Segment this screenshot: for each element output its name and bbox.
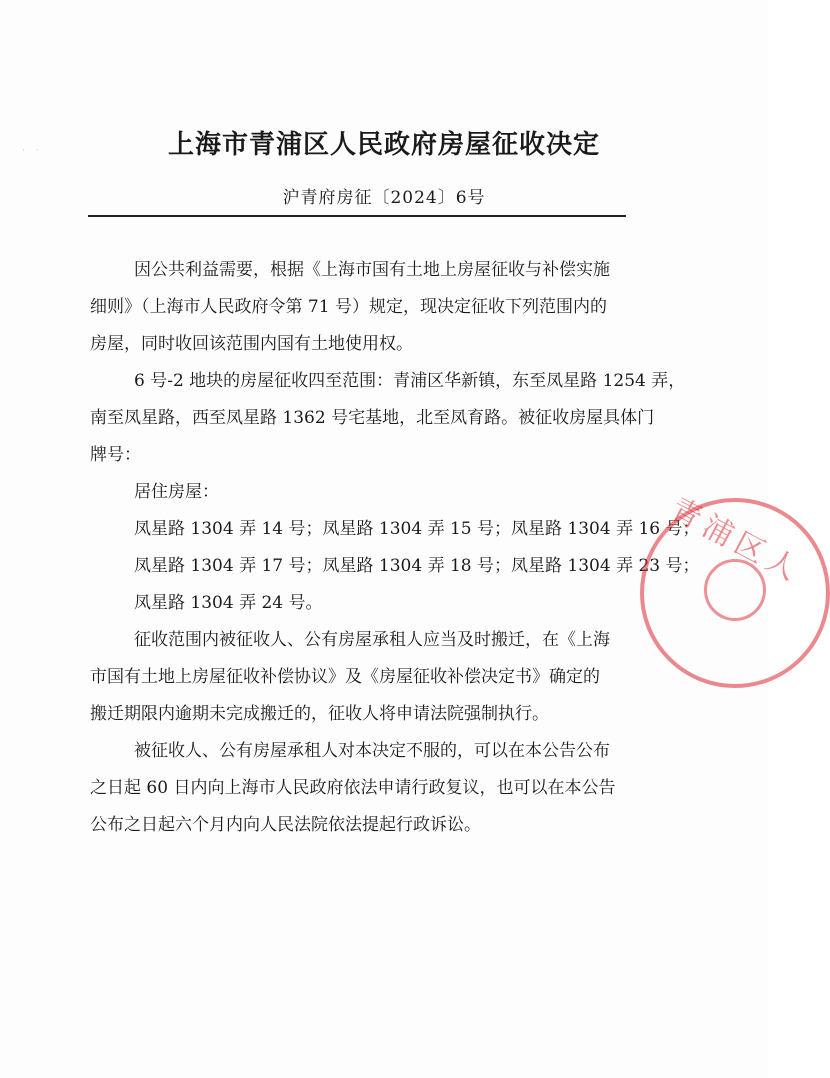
paragraph-2-line-1: 6 号-2 地块的房屋征收四至范围：青浦区华新镇，东至凤星路 1254 弄， [134, 371, 686, 391]
address-line-3: 凤星路 1304 弄 24 号。 [134, 593, 323, 613]
official-seal [640, 491, 830, 688]
seal-emblem-icon [704, 559, 766, 621]
residential-heading: 居住房屋： [134, 482, 219, 502]
title-divider [88, 215, 626, 217]
address-line-1: 凤星路 1304 弄 14 号；凤星路 1304 弄 15 号；凤星路 1304 弄 16 号； [134, 519, 700, 539]
paragraph-4-line-2: 市国有土地上房屋征收补偿协议》及《房屋征收补偿决定书》确定的 [90, 667, 600, 687]
paragraph-1-line-2: 细则》（上海市人民政府令第 71 号）规定，现决定征收下列范围内的 [90, 297, 607, 317]
paragraph-2-line-3: 牌号： [90, 445, 141, 465]
paragraph-1-line-1: 因公共利益需要，根据《上海市国有土地上房屋征收与补偿实施 [134, 260, 610, 280]
paragraph-2-line-2: 南至凤星路，西至凤星路 1362 号宅基地，北至凤育路。被征收房屋具体门 [90, 408, 655, 428]
document-number: 沪青府房征〔2024〕6号 [282, 188, 486, 208]
scan-speck: · · [22, 146, 43, 156]
paragraph-5-line-1: 被征收人、公有房屋承租人对本决定不服的，可以在本公告公布 [134, 741, 610, 761]
document-title: 上海市青浦区人民政府房屋征收决定 [167, 130, 600, 160]
paragraph-4-line-1: 征收范围内被征收人、公有房屋承租人应当及时搬迁，在《上海 [134, 630, 610, 650]
seal-text: 青浦区人 [664, 491, 809, 591]
paragraph-4-line-3: 搬迁期限内逾期未完成搬迁的，征收人将申请法院强制执行。 [90, 704, 549, 724]
paragraph-1-line-3: 房屋，同时收回该范围内国有土地使用权。 [90, 334, 413, 354]
paragraph-5-line-3: 公布之日起六个月内向人民法院依法提起行政诉讼。 [90, 815, 481, 835]
address-line-2: 凤星路 1304 弄 17 号；凤星路 1304 弄 18 号；凤星路 1304 弄 23 号； [134, 556, 700, 576]
paragraph-5-line-2: 之日起 60 日内向上海市人民政府依法申请行政复议，也可以在本公告 [90, 778, 616, 798]
